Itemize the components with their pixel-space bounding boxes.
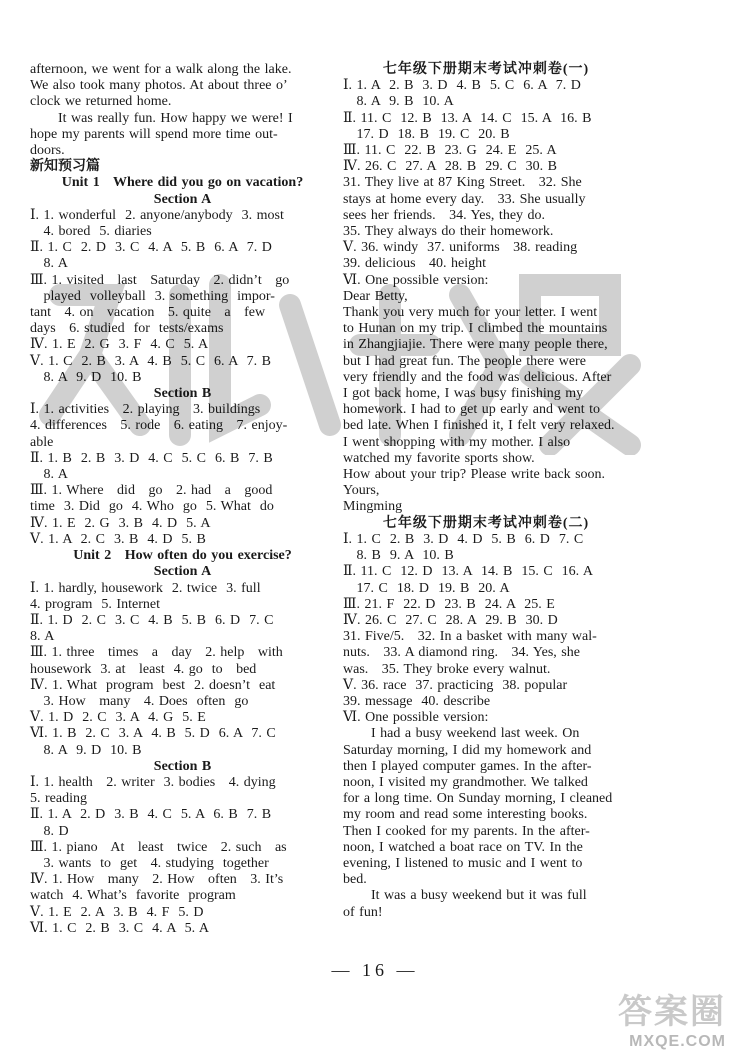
answer-line: in Zhangjiajie. There were many people there, [343, 337, 608, 353]
answer-line: 8. D [30, 823, 69, 839]
answer-line: Saturday morning, I did my homework and [343, 742, 592, 758]
answer-line: Then I cooked for my parents. In the after- [343, 823, 590, 839]
answer-line: housework 3. at least 4. go to bed [30, 661, 257, 677]
answer-line: Ⅳ. 1. E 2. G 3. F 4. C 5. A [30, 337, 209, 353]
answer-line: bed. [343, 872, 367, 888]
answer-line: 35. They always do their homework. [343, 224, 554, 240]
answer-line: Ⅰ. 1. wonderful 2. anyone/anybody 3. most [30, 207, 284, 223]
answer-line: Ⅲ. 1. piano At least twice 2. such as [30, 839, 287, 855]
answer-line: then I played computer games. In the after- [343, 758, 592, 774]
answer-line: doors. [30, 143, 65, 159]
answer-line: 8. B 9. A 10. B [343, 548, 454, 564]
page-number: — 16 — [331, 960, 419, 980]
answer-line: homework. I had to get up early and went to [343, 402, 601, 418]
answer-line: I had a busy weekend last week. On [371, 726, 580, 742]
answer-line: It was really fun. How happy we were! I [58, 110, 293, 126]
answer-line: Ⅳ. 26. C 27. C 28. A 29. B 30. D [343, 612, 558, 628]
answer-line: 8. A [30, 629, 55, 645]
answer-line: Ⅴ. 36. windy 37. uniforms 38. reading [343, 240, 578, 256]
title-heading: 七年级下册期末考试冲刺卷(二) [382, 515, 590, 531]
answer-line: afternoon, we went for a walk along the lake. [30, 62, 292, 77]
answer-line: Ⅰ. 1. hardly, housework 2. twice 3. full [30, 580, 261, 596]
answer-line: 4. program 5. Internet [30, 596, 160, 612]
answer-line: I got back home, I was busy finishing my [343, 386, 584, 402]
answer-line: very friendly and the food was delicious. After [343, 369, 612, 385]
answer-line: Mingming [343, 499, 403, 515]
answer-line: Ⅲ. 1. Where did go 2. had a good [30, 483, 273, 499]
answer-line: Ⅲ. 1. visited last Saturday 2. didn’t go [30, 272, 290, 288]
answer-line: Ⅰ. 1. activities 2. playing 3. buildings [30, 402, 261, 418]
answer-line: Ⅱ. 11. C 12. D 13. A 14. B 15. C 16. A [343, 564, 594, 580]
answer-line: Ⅰ. 1. A 2. B 3. D 4. B 5. C 6. A 7. D [343, 78, 581, 94]
answer-line: Ⅲ. 11. C 22. B 23. G 24. E 25. A [343, 143, 557, 159]
site-watermark-logo: 答案圈 [618, 993, 726, 1031]
answer-line: 39. message 40. describe [343, 693, 491, 709]
unit-heading: Unit 2 How often do you exercise? [73, 548, 292, 564]
answer-line: 5. reading [30, 791, 87, 807]
answer-line: Ⅵ. 1. B 2. C 3. A 4. B 5. D 6. A 7. C [30, 726, 276, 742]
answer-line: Ⅵ. 1. C 2. B 3. C 4. A 5. A [30, 920, 209, 936]
answer-line: 8. A 9. D 10. B [30, 369, 142, 385]
answer-line: noon, I watched a boat race on TV. In the [343, 839, 583, 855]
site-watermark [618, 984, 726, 1051]
answer-line: 8. A 9. B 10. A [343, 94, 454, 110]
answer-line: Ⅵ. One possible version: [343, 272, 489, 288]
answer-line: sees her friends. 34. Yes, they do. [343, 207, 546, 223]
answer-line: Ⅴ. 1. A 2. C 3. B 4. D 5. B [30, 531, 206, 547]
answer-line: Dear Betty, [343, 288, 408, 304]
answer-line: to Hunan on my trip. I climbed the mountains [343, 321, 608, 337]
answer-line: Thank you very much for your letter. I went [343, 305, 598, 321]
answer-line: Ⅲ. 1. three times a day 2. help with [30, 645, 283, 661]
answer-line: How about your trip? Please write back soon. [343, 467, 606, 483]
answer-line: 17. D 18. B 19. C 20. B [343, 126, 510, 142]
answer-line: Ⅰ. 1. health 2. writer 3. bodies 4. dying [30, 774, 276, 790]
answer-line: Ⅳ. 1. E 2. G 3. B 4. D 5. A [30, 515, 211, 531]
site-watermark-url: MXQE.COM [629, 1033, 726, 1050]
section-heading: Section A [153, 191, 212, 207]
answer-line: Ⅴ. 1. E 2. A 3. B 4. F 5. D [30, 904, 204, 920]
answer-line: 8. A [30, 467, 68, 483]
answer-line: Yours, [343, 483, 380, 499]
answer-line: Ⅴ. 1. D 2. C 3. A 4. G 5. E [30, 710, 206, 726]
answer-line: Ⅴ. 36. race 37. practicing 38. popular [343, 677, 568, 693]
answer-line: Ⅳ. 26. C 27. A 28. B 29. C 30. B [343, 159, 557, 175]
section-heading: Section B [153, 758, 212, 774]
answer-line: 39. delicious 40. height [343, 256, 487, 272]
answer-line: hope my parents will spend more time out- [30, 126, 278, 142]
answer-line: but I had great fun. The people there were [343, 353, 586, 369]
answer-line: 8. A 9. D 10. B [30, 742, 142, 758]
answer-line: Ⅳ. 1. What program best 2. doesn’t eat [30, 677, 276, 693]
answer-line: clock we returned home. [30, 94, 172, 110]
answer-line: bed late. When I finished it, I felt very relaxed. [343, 418, 615, 434]
answer-line: 31. They live at 87 King Street. 32. She [343, 175, 582, 191]
answer-line: 3. wants to get 4. studying together [30, 855, 269, 871]
answer-line: days 6. studied for tests/exams [30, 321, 224, 337]
answer-line: 3. How many 4. Does often go [30, 693, 249, 709]
answer-line: We also took many photos. At about three o’ [30, 78, 288, 94]
answer-line: noon, I visited my grandmother. We talked [343, 774, 588, 790]
answer-line: able [30, 434, 54, 450]
answer-line: 8. A [30, 256, 68, 272]
answer-line: 17. C 18. D 19. B 20. A [343, 580, 510, 596]
answer-line: watched my favorite sports show. [343, 450, 535, 466]
answer-line: Ⅳ. 1. How many 2. How often 3. It’s [30, 872, 284, 888]
answer-line: played volleyball 3. something impor- [30, 288, 275, 304]
answer-line: Ⅰ. 1. C 2. B 3. D 4. D 5. B 6. D 7. C [343, 531, 584, 547]
unit-heading: Unit 1 Where did you go on vacation? [61, 175, 304, 191]
answer-line: nuts. 33. A diamond ring. 34. Yes, she [343, 645, 580, 661]
answer-line: 4. bored 5. diaries [30, 224, 152, 240]
answer-line: Ⅱ. 1. B 2. B 3. D 4. C 5. C 6. B 7. B [30, 450, 273, 466]
answer-line: Ⅱ. 11. C 12. B 13. A 14. C 15. A 16. B [343, 110, 592, 126]
title-heading: 七年级下册期末考试冲刺卷(一) [382, 62, 590, 77]
answer-line: tant 4. on vacation 5. quite a few [30, 305, 266, 321]
answer-line: watch 4. What’s favorite program [30, 888, 236, 904]
answer-line: I went shopping with my mother. I also [343, 434, 571, 450]
section-heading: Section A [153, 564, 212, 580]
answer-line: time 3. Did go 4. Who go 5. What do [30, 499, 274, 515]
answer-line: Ⅵ. One possible version: [343, 710, 489, 726]
answer-line: my room and read some interesting books. [343, 807, 588, 823]
answer-line: 31. Five/5. 32. In a basket with many wal- [343, 629, 597, 645]
right-answer-column [343, 62, 629, 921]
answer-line: for a long time. On Sunday morning, I cleaned [343, 791, 613, 807]
answer-line: 4. differences 5. rode 6. eating 7. enjoy- [30, 418, 288, 434]
answer-line: of fun! [343, 904, 383, 920]
heading-heading: 新知预习篇 [30, 159, 100, 175]
answer-line: Ⅱ. 1. C 2. D 3. C 4. A 5. B 6. A 7. D [30, 240, 272, 256]
section-heading: Section B [153, 386, 212, 402]
answer-line: Ⅴ. 1. C 2. B 3. A 4. B 5. C 6. A 7. B [30, 353, 271, 369]
left-answer-column [30, 62, 335, 937]
answer-line: Ⅱ. 1. A 2. D 3. B 4. C 5. A 6. B 7. B [30, 807, 272, 823]
answer-line: Ⅲ. 21. F 22. D 23. B 24. A 25. E [343, 596, 555, 612]
answer-line: stays at home every day. 33. She usually [343, 191, 586, 207]
answer-line: Ⅱ. 1. D 2. C 3. C 4. B 5. B 6. D 7. C [30, 612, 274, 628]
answer-line: evening, I listened to music and I went to [343, 855, 583, 871]
answer-line: It was a busy weekend but it was full [371, 888, 587, 904]
answer-line: was. 35. They broke every walnut. [343, 661, 551, 677]
